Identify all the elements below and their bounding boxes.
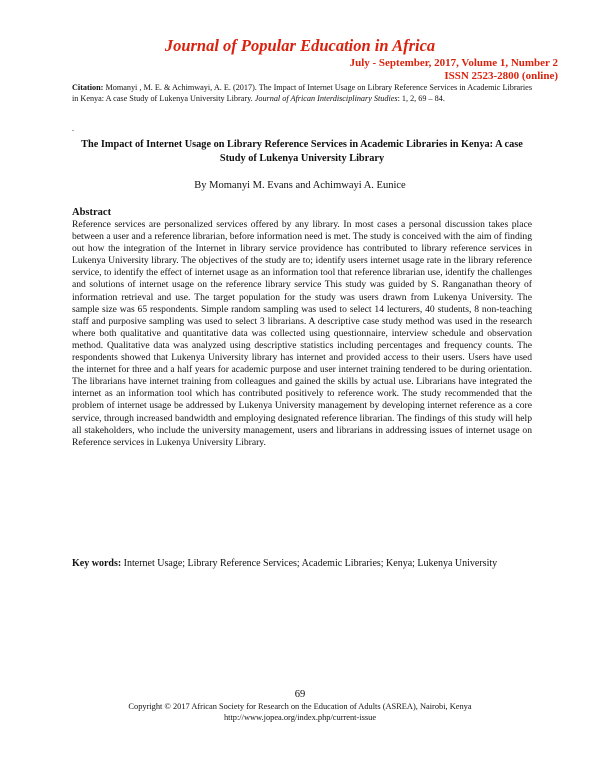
keywords: [72, 557, 532, 570]
copyright-notice: Copyright © 2017 African Society for Research on the Education of Adults (ASREA), Nairobi, Kenya: [128, 702, 472, 711]
citation-pages: : 1, 2, 69 – 84.: [397, 93, 445, 103]
journal-title: Journal of Popular Education in Africa: [164, 36, 436, 55]
paper-title: The Impact of Internet Usage on Library Reference Services in Academic Libraries in Kenya: A case Study of Lukenya University Library: [81, 139, 523, 164]
paper-authors: By Momanyi M. Evans and Achimwayi A. Eunice: [194, 180, 406, 191]
abstract-heading: Abstract: [72, 207, 112, 218]
page-number: 69: [294, 689, 306, 700]
citation: [72, 83, 532, 104]
citation-journal: Journal of African Interdisciplinary Studies: [254, 93, 398, 103]
footer-url[interactable]: http://www.jopea.org/index.php/current-issue: [223, 713, 377, 722]
citation-text: Momanyi , M. E. & Achimwayi, A. E. (2017). The Impact of Internet Usage on Library Reference Services in Academic Libraries in Kenya: A case Study of Lukenya University Library.: [72, 83, 533, 103]
citation-label: Citation:: [72, 83, 104, 92]
issn-line: ISSN 2523-2800 (online): [444, 70, 558, 82]
separator-dot: .: [72, 124, 74, 133]
keywords-text: Internet Usage; Library Reference Services; Academic Libraries; Kenya; Lukenya University: [121, 558, 498, 569]
issue-line: July - September, 2017, Volume 1, Number 2: [349, 57, 558, 69]
abstract-body: Reference services are personalized services offered by any library. In most cases a personal discussion takes place between a user and a reference librarian, before information need is met. The study is conceived with the aim of finding out how the integration of the Internet in library service providence has contributed to library reference services in Lukenya University library. The objectives of the study are to; identify users internet usage rate in the library reference service, to identify the effect of internet usage as an information tool that reference librarian use, identify the challenges and solutions of internet usage on the reference library service This study was guided by S. Ranganathan theory of information retrieval and use. The target population for the study was users drawn from Lukenya University. The sample size was 65 respondents. Simple random sampling was used to select 14 lecturers, 40 students, 8 non-teaching staff and purposive sampling was used to select 3 librarians. A descriptive case study method was used in the research where both qualitative and quantitative data was collected using questionnaire, interview schedule and observation method. Qualitative data was analyzed using descriptive statistics including percentages and frequency counts. The respondents showed that Lukenya University library has internet and provided access to their users. Users have used the internet for three and a half years for academic purpose and user internet training tendered to be during orientation. The librarians have internet training from colleagues and gained the skills by actual use. Librarians have integrated the internet as an information tool which has contributed positively to reference work. The study recommended that the problem of internet usage be addressed by Lukenya University management by developing internet reference as a core service, through increased bandwidth and employing designated reference librarian. The findings of this study will help all stakeholders, who include the university management, users and librarians in addressing issues of internet usage on Reference services in Lukenya University Library.: [72, 219, 532, 448]
keywords-label: Key words:: [72, 558, 122, 569]
